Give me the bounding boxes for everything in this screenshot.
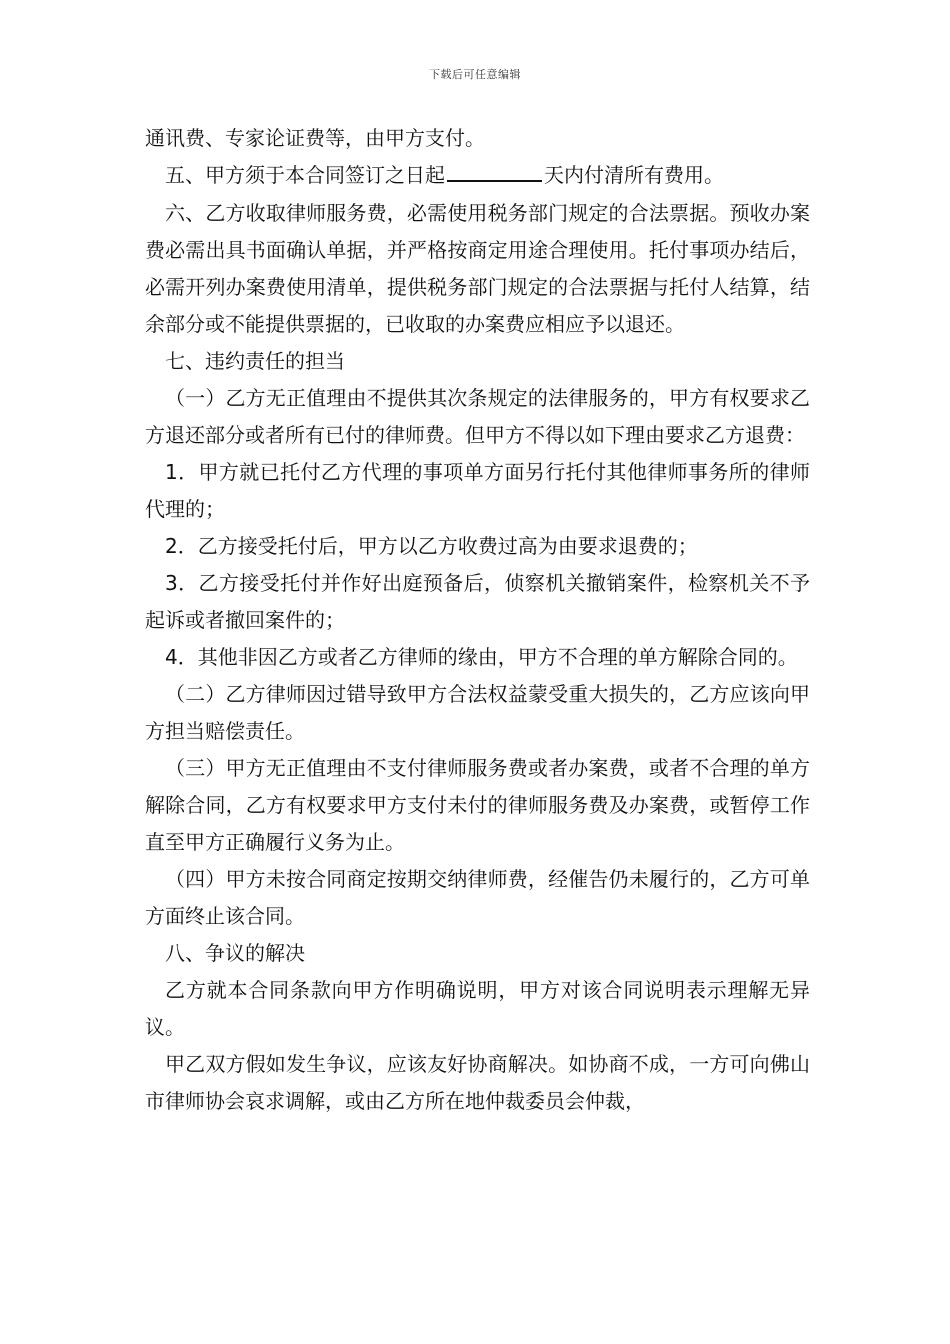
paragraph-text: 五、甲方须于本合同签订之日起	[165, 163, 445, 187]
paragraph: （三）甲方无正值理由不支付律师服务费或者办案费，或者不合理的单方解除合同，乙方有权要求甲方支付未付的律师服务费及办案费，或暂停工作直至甲方正确履行义务为止。	[145, 756, 810, 854]
paragraph: （一）乙方无正值理由不提供其次条规定的法律服务的，甲方有权要求乙方退还部分或者所有已付的律师费。但甲方不得以如下理由要求乙方退费：	[145, 386, 810, 447]
paragraph-payment-deadline	[145, 157, 810, 194]
paragraph: 通讯费、专家论证费等，由甲方支付。	[145, 126, 485, 150]
paragraph: 乙方就本合同条款向甲方作明确说明，甲方对该合同说明表示理解无异议。	[145, 978, 810, 1039]
section-heading: 七、违约责任的担当	[165, 349, 345, 373]
fill-in-blank	[447, 162, 542, 182]
list-item: 1．甲方就已托付乙方代理的事项单方面另行托付其他律师事务所的律师代理的；	[145, 460, 810, 521]
paragraph: 甲乙双方假如发生争议，应该友好协商解决。如协商不成，一方可向佛山市律师协会哀求调解，或由乙方所在地仲裁委员会仲裁，	[145, 1052, 810, 1113]
list-item: 2．乙方接受托付后，甲方以乙方收费过高为由要求退费的；	[165, 534, 698, 558]
paragraph: 六、乙方收取律师服务费，必需使用税务部门规定的合法票据。预收办案费必需出具书面确认单据，并严格按商定用途合理使用。托付事项办结后，必需开列办案费使用清单，提供税务部门规定的合法票据与托付人结算，结余部分或不能提供票据的，已收取的办案费应相应予以退还。	[145, 201, 810, 336]
paragraph-text: 天内付清所有费用。	[544, 163, 724, 187]
section-heading: 八、争议的解决	[165, 941, 305, 965]
paragraph: （四）甲方未按合同商定按期交纳律师费，经催告仍未履行的，乙方可单方面终止该合同。	[145, 867, 810, 928]
list-item: 4．其他非因乙方或者乙方律师的缘由，甲方不合理的单方解除合同的。	[165, 645, 798, 669]
paragraph: （二）乙方律师因过错导致甲方合法权益蒙受重大损失的，乙方应该向甲方担当赔偿责任。	[145, 682, 810, 743]
list-item: 3．乙方接受托付并作好出庭预备后，侦察机关撤销案件，检察机关不予起诉或者撤回案件的；	[145, 571, 810, 632]
page-header: 下载后可任意编辑	[429, 68, 521, 81]
document-body	[145, 120, 810, 1120]
